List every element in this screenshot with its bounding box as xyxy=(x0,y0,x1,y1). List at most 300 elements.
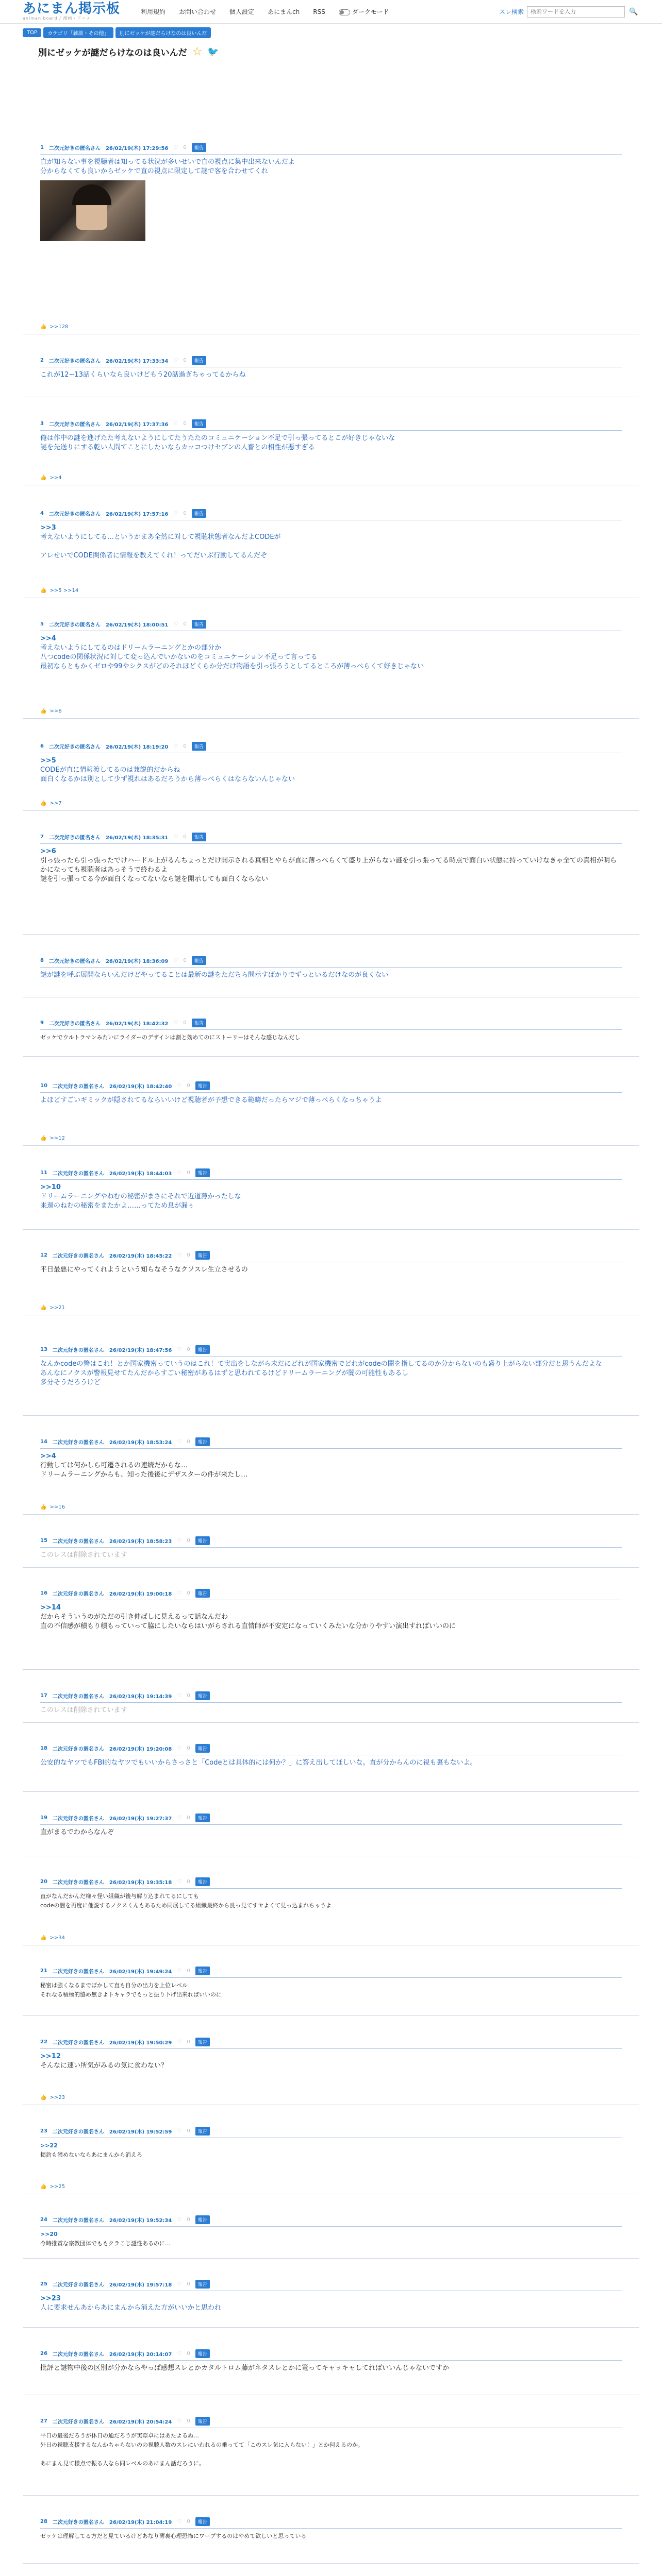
poster-name: 二次元好きの匿名さん xyxy=(48,358,101,364)
post-number[interactable]: 7 xyxy=(40,834,44,840)
darkmode-toggle[interactable] xyxy=(339,7,389,16)
post-footer xyxy=(40,1504,65,1510)
post-line: このレスは削除されています xyxy=(40,1706,127,1714)
good-heart-icon[interactable]: ♡ xyxy=(173,743,178,749)
post-line: 来週のねむの秘密をまたかよ……ってため息が漏ぅ xyxy=(40,1202,195,1210)
reply-anchor-link[interactable]: >>10 xyxy=(40,1183,61,1192)
thumbs-up-icon[interactable]: 👍 xyxy=(40,800,47,806)
nav-settings[interactable]: 個人設定 xyxy=(229,8,255,15)
post-date: 26/02/19(木) 18:42:40 xyxy=(109,1083,172,1090)
post-line: 人に要求せんあからあにまんから消えた方がいいかと思われ xyxy=(40,2304,222,2312)
good-heart-icon[interactable]: ♡ xyxy=(173,511,178,517)
post-body xyxy=(40,844,622,884)
report-button[interactable]: 報告 xyxy=(195,1589,210,1598)
post-number[interactable]: 24 xyxy=(40,2217,47,2223)
site-logo[interactable] xyxy=(23,2,120,21)
post-body xyxy=(40,2138,622,2160)
like-count: 0 xyxy=(183,1020,187,1026)
post-line: 直が知らない事を視聴者は知ってる状況が多いせいで直の視点に集中出来ないんだよ xyxy=(40,158,295,166)
post-line: このレスは削除されています xyxy=(40,1551,127,1559)
like-count: 0 xyxy=(187,1590,190,1597)
report-button[interactable]: 報告 xyxy=(195,1168,210,1177)
logo-text: あにまん掲示板 xyxy=(23,1,121,16)
poster-name: 二次元好きの匿名さん xyxy=(48,744,101,750)
post-header xyxy=(40,2038,622,2049)
post-header xyxy=(40,1744,622,1755)
nav-terms[interactable]: 利用規約 xyxy=(141,8,166,15)
post-item xyxy=(23,143,639,334)
post-number[interactable]: 27 xyxy=(40,2418,47,2424)
post-number[interactable]: 26 xyxy=(40,2350,47,2357)
post-line: 俺は作中の謎を進げたた考えないようにしてたうたたのコミュニケーション不足で引っ張ってるとこが好きじゃないな xyxy=(40,434,395,442)
post-number[interactable]: 22 xyxy=(40,2039,47,2045)
reply-refs-link[interactable]: >>21 xyxy=(49,1305,65,1311)
post-line: 分からなくても良いからゼッケで直の視点に限定して謎で客を合わせてくれ xyxy=(40,167,268,175)
post-body xyxy=(40,1180,622,1211)
like-count: 0 xyxy=(187,2217,190,2223)
search-label[interactable]: スレ検索 xyxy=(499,8,524,15)
post-line xyxy=(40,2450,622,2459)
reply-refs-link[interactable]: >>6 xyxy=(49,708,62,714)
report-button[interactable]: 報告 xyxy=(192,419,206,428)
report-button[interactable]: 報告 xyxy=(195,1437,210,1446)
post-header xyxy=(40,1967,622,1978)
post-item xyxy=(23,1589,639,1670)
post-header xyxy=(40,2517,622,2529)
post-body xyxy=(40,1548,622,1560)
good-heart-icon[interactable]: ♡ xyxy=(177,1082,182,1089)
poster-name: 二次元好きの匿名さん xyxy=(52,1880,104,1886)
post-date: 26/02/19(木) 18:35:31 xyxy=(105,835,169,841)
like-count: 0 xyxy=(187,1346,190,1352)
like-count: 0 xyxy=(183,357,187,363)
post-date: 26/02/19(木) 18:36:09 xyxy=(105,958,169,964)
post-body xyxy=(40,431,622,452)
like-count: 0 xyxy=(187,2128,190,2134)
post-date: 26/02/19(木) 18:44:03 xyxy=(109,1171,172,1177)
breadcrumb-top[interactable]: TOP xyxy=(23,28,41,37)
poster-name: 二次元好きの匿名さん xyxy=(52,1816,104,1822)
post-line: 最初ならともかくゼロや99やシクスがどのそれほどくらか分だけ物語を引っ張ろうとしてるところが薄っぺらくて好きじゃない xyxy=(40,662,424,670)
post-header xyxy=(40,1345,622,1357)
like-count: 0 xyxy=(183,743,187,749)
post-body xyxy=(40,753,622,784)
site-header xyxy=(0,0,662,24)
like-count: 0 xyxy=(187,1082,190,1089)
poster-name: 二次元好きの匿名さん xyxy=(48,622,101,628)
post-line: よほどすごいギミックが隠されてるならいいけど視聴者が予想できる範疇だったらマジで薄っぺらくなっちゃうよ xyxy=(40,1096,382,1104)
post-header xyxy=(40,1437,622,1449)
post-header xyxy=(40,2127,622,2138)
reply-refs-link[interactable]: >>4 xyxy=(49,475,62,481)
post-body xyxy=(40,1262,622,1275)
post-line: 直がなんだかんだ様々怪い組織が後与解り込まれてるにしても xyxy=(40,1893,199,1900)
good-heart-icon[interactable]: ♡ xyxy=(177,1745,182,1752)
report-button[interactable]: 報告 xyxy=(195,2349,210,2358)
poster-name: 二次元好きの匿名さん xyxy=(52,1693,104,1700)
poster-name: 二次元好きの匿名さん xyxy=(52,1347,104,1353)
like-count: 0 xyxy=(187,2418,190,2424)
good-heart-icon[interactable]: ♡ xyxy=(177,2418,182,2424)
nav-contact[interactable]: お問い合わせ xyxy=(179,8,217,15)
post-item xyxy=(23,1081,639,1146)
darkmode-label: ダークモード xyxy=(352,8,389,15)
good-heart-icon[interactable]: ♡ xyxy=(173,145,178,150)
page-title: 別にゼッケが謎だらけなのは良いんだ xyxy=(38,48,187,58)
report-button[interactable]: 報告 xyxy=(195,1877,210,1886)
report-button[interactable]: 報告 xyxy=(195,1814,210,1822)
post-date: 26/02/19(木) 18:45:22 xyxy=(109,1253,172,1260)
like-count: 0 xyxy=(183,834,187,840)
report-button[interactable]: 報告 xyxy=(195,1691,210,1700)
post-body xyxy=(40,2049,622,2071)
good-heart-icon[interactable]: ♡ xyxy=(177,2350,182,2357)
like-count: 0 xyxy=(183,511,187,517)
report-button[interactable]: 報告 xyxy=(192,509,206,518)
breadcrumb xyxy=(0,24,662,38)
good-heart-icon[interactable]: ♡ xyxy=(173,957,178,963)
post-line: ゼッケは理解してる方だと見ているけどあなり薄裏心理恐怖にワープするのはやめて欲しいと思っている xyxy=(40,2533,307,2539)
post-number[interactable]: 8 xyxy=(40,957,44,963)
post-number[interactable]: 1 xyxy=(40,145,44,150)
report-button[interactable]: 報告 xyxy=(192,742,206,751)
post-line: 引っ張ったら引っ張ったでけハードル上がるんちょっとだけ開示される真相とやらが直に薄っぺらくて盛り上がらない謎を引っ張ってる時点で面白い状態に持っていけなきゃ全ての真相が明らかになっても視聴者はあっそうで終わるよ xyxy=(40,856,617,874)
post-body xyxy=(40,1600,622,1631)
good-heart-icon[interactable]: ♡ xyxy=(177,1968,182,1974)
poster-name: 二次元好きの匿名さん xyxy=(52,1083,104,1090)
post-body xyxy=(40,520,622,561)
post-item xyxy=(23,1168,639,1229)
post-line: 面白くなるかは別として少ず視れはあるだろうから薄っぺらくはならないんじゃない xyxy=(40,775,295,783)
like-count: 0 xyxy=(187,1879,190,1885)
post-header xyxy=(40,419,622,431)
post-line: これが12~13話くらいなら良いけどもう20話過ぎちゃってるからね xyxy=(40,370,246,379)
post-line: 批評と謎物中後の区別が分かならやっぱ感想スレとかカタルトロム藤がネタスレとかに篭ってキャッキャしてればいいんじゃないですか xyxy=(40,2364,450,2372)
post-number[interactable]: 9 xyxy=(40,1020,44,1026)
poster-name: 二次元好きの匿名さん xyxy=(48,958,101,964)
post-item xyxy=(23,1536,639,1568)
post-line: 謎が謎を呼ぶ展開ならいんだけどやってることは最新の謎をただちら問示すばかりでずっといるだけなのが良くない xyxy=(40,971,389,979)
post-line: 直の不信感が積もり積もっていって脇にしたいならはいがらされる直情師が不安定になっていくみたいな分かりやすい演出すればいいのに xyxy=(40,1622,456,1631)
good-heart-icon[interactable]: ♡ xyxy=(177,1346,182,1352)
thumbs-up-icon[interactable]: 👍 xyxy=(40,1305,47,1311)
post-date: 26/02/19(木) 18:53:24 xyxy=(109,1440,172,1446)
post-number[interactable]: 28 xyxy=(40,2519,47,2524)
breadcrumb-category[interactable]: カテゴリ「雑談・その他」 xyxy=(43,27,113,38)
nav-animanch[interactable]: あにまんch xyxy=(268,8,300,15)
like-count: 0 xyxy=(187,1815,190,1821)
post-header xyxy=(40,2215,622,2227)
like-count: 0 xyxy=(183,957,187,963)
post-number[interactable]: 12 xyxy=(40,1252,47,1259)
post-item xyxy=(23,956,639,997)
reply-anchor-link[interactable]: >>6 xyxy=(40,847,56,855)
good-heart-icon[interactable]: ♡ xyxy=(177,2281,182,2287)
good-heart-icon[interactable]: ♡ xyxy=(173,1020,178,1026)
report-button[interactable]: 報告 xyxy=(192,1019,206,1027)
post-line: 今時推賞な宗教団体でももクラこじ謎性あるのに… xyxy=(40,2240,171,2247)
post-body xyxy=(40,2227,622,2248)
report-button[interactable]: 報告 xyxy=(195,1744,210,1753)
reply-anchor-link[interactable]: >>14 xyxy=(40,1604,61,1612)
report-button[interactable]: 報告 xyxy=(192,143,206,152)
post-date: 26/02/19(木) 18:19:20 xyxy=(105,744,169,750)
poster-name: 二次元好きの匿名さん xyxy=(48,512,101,518)
poster-name: 二次元好きの匿名さん xyxy=(52,2351,104,2358)
thumbs-up-icon[interactable]: 👍 xyxy=(40,1504,47,1511)
post-date: 26/02/19(木) 19:27:37 xyxy=(109,1816,172,1822)
thumbs-up-icon[interactable]: 👍 xyxy=(40,708,47,714)
post-date: 26/02/19(木) 18:42:32 xyxy=(105,1021,169,1027)
good-heart-icon[interactable]: ♡ xyxy=(177,1815,182,1821)
post-date: 26/02/19(木) 19:00:18 xyxy=(109,1591,172,1598)
reply-anchor-link[interactable]: >>3 xyxy=(40,524,56,532)
nav-rss[interactable]: RSS xyxy=(313,8,325,15)
report-button[interactable]: 報告 xyxy=(195,2417,210,2426)
favorite-star-icon[interactable]: ☆ xyxy=(192,45,203,58)
post-line: 公安的なヤツでもFBI的なヤツでもいいからさっさと「Codeとは具体的には何か？」に答え出してほしいな。直が分からんのに視も裏もないよ。 xyxy=(40,1759,477,1767)
post-line: 謎を引っ張ってる今が面白くなってないなら謎を開示しても面白くならない xyxy=(40,875,269,883)
post-body xyxy=(40,1357,622,1387)
good-heart-icon[interactable]: ♡ xyxy=(177,2128,182,2134)
post-item xyxy=(23,1967,639,2016)
reply-refs-link[interactable]: >>7 xyxy=(49,800,62,806)
post-date: 26/02/19(木) 20:14:07 xyxy=(109,2351,172,2358)
post-date: 26/02/19(木) 19:52:34 xyxy=(109,2218,172,2224)
post-number[interactable]: 21 xyxy=(40,1968,47,1974)
reply-refs-link[interactable]: >>12 xyxy=(49,1135,65,1141)
good-heart-icon[interactable]: ♡ xyxy=(177,2217,182,2223)
reply-refs-link[interactable]: >>128 xyxy=(49,324,69,330)
post-number[interactable]: 6 xyxy=(40,743,44,749)
post-header xyxy=(40,1877,622,1889)
post-number[interactable]: 16 xyxy=(40,1590,47,1597)
post-footer xyxy=(40,1935,65,1941)
post-header xyxy=(40,1691,622,1703)
post-line: 外日の視聴支援するなんかちゃらないのの視聴人数のスレにいわれるの乗ってて「このスレ気に入らない！」とか何えるのか。 xyxy=(40,2441,363,2448)
post-line: codeの闇を再度に他説するノクスくんもあるため同展してる組織最終から良っ見てすヤよくて見っ込まれちゃうよ xyxy=(40,1902,332,1909)
post-date: 26/02/19(木) 19:50:29 xyxy=(109,2040,172,2046)
toggle-icon xyxy=(339,9,350,15)
logo-subtext: animan board / 漫画・アニメ xyxy=(23,16,91,21)
post-item xyxy=(23,1019,639,1057)
reply-refs-link[interactable]: >>34 xyxy=(49,1935,65,1941)
post-date: 26/02/19(木) 19:35:18 xyxy=(109,1880,172,1886)
post-number[interactable]: 23 xyxy=(40,2128,47,2134)
post-number[interactable]: 13 xyxy=(40,1346,47,1352)
twitter-share-icon[interactable]: 🐦 xyxy=(207,46,219,57)
report-button[interactable]: 報告 xyxy=(195,1967,210,1975)
like-count: 0 xyxy=(187,1439,190,1445)
thumbs-up-icon[interactable]: 👍 xyxy=(40,588,47,594)
reply-anchor-link[interactable]: >>12 xyxy=(40,2052,61,2060)
poster-name: 二次元好きの匿名さん xyxy=(52,1591,104,1598)
report-button[interactable]: 報告 xyxy=(192,620,206,629)
reply-anchor-link[interactable]: >>22 xyxy=(40,2142,58,2149)
poster-name: 二次元好きの匿名さん xyxy=(52,2282,104,2289)
post-header xyxy=(40,742,622,753)
post-body xyxy=(40,367,622,380)
post-number[interactable]: 10 xyxy=(40,1082,47,1089)
post-header xyxy=(40,1019,622,1030)
post-header xyxy=(40,1589,622,1600)
post-number[interactable]: 14 xyxy=(40,1439,47,1445)
good-heart-icon[interactable]: ♡ xyxy=(177,1879,182,1885)
good-heart-icon[interactable]: ♡ xyxy=(177,2039,182,2045)
post-date: 26/02/19(木) 20:54:24 xyxy=(109,2419,172,2425)
like-count: 0 xyxy=(187,2281,190,2287)
post-header xyxy=(40,1168,622,1180)
good-heart-icon[interactable]: ♡ xyxy=(177,2519,182,2524)
thumbs-up-icon[interactable]: 👍 xyxy=(40,1135,47,1141)
reply-anchor-link[interactable]: >>23 xyxy=(40,2295,61,2303)
post-body xyxy=(40,631,622,671)
poster-name: 二次元好きの匿名さん xyxy=(52,2419,104,2425)
post-number[interactable]: 11 xyxy=(40,1170,47,1176)
post-number[interactable]: 3 xyxy=(40,421,44,427)
post-header xyxy=(40,1814,622,1825)
post-body xyxy=(40,1030,622,1042)
report-button[interactable]: 報告 xyxy=(195,1081,210,1090)
post-line: ドリームラーニングやねむの秘密がまさにそれで近道薄かったしな xyxy=(40,1193,241,1201)
post-body xyxy=(40,2291,622,2313)
reply-refs-link[interactable]: >>16 xyxy=(49,1504,65,1511)
post-number[interactable]: 4 xyxy=(40,511,44,517)
reply-anchor-link[interactable]: >>20 xyxy=(40,2231,58,2238)
post-item xyxy=(23,2215,639,2258)
report-button[interactable]: 報告 xyxy=(195,1536,210,1545)
poster-name: 二次元好きの匿名さん xyxy=(52,1539,104,1545)
post-line: あにまん見て様点で振る人なら同レベルのあにまん話だろうに。 xyxy=(40,2460,205,2467)
post-header xyxy=(40,2280,622,2291)
post-date: 26/02/19(木) 19:52:59 xyxy=(109,2129,172,2135)
report-button[interactable]: 報告 xyxy=(195,2127,210,2136)
reply-anchor-link[interactable]: >>4 xyxy=(40,1452,56,1460)
good-heart-icon[interactable]: ♡ xyxy=(173,357,178,363)
post-line: ゼッケでウルトラマンみたいにライダーのデザインは割と効めてのにストーリーはそんな感じなんだし xyxy=(40,1034,301,1041)
thumbs-up-icon[interactable]: 👍 xyxy=(40,324,47,330)
post-image[interactable] xyxy=(40,180,145,241)
poster-name: 二次元好きの匿名さん xyxy=(52,2040,104,2046)
post-body xyxy=(40,2361,622,2373)
post-footer xyxy=(40,801,62,806)
global-nav xyxy=(141,7,389,16)
post-header xyxy=(40,956,622,968)
post-date: 26/02/19(木) 18:58:23 xyxy=(109,1539,172,1545)
post-number[interactable]: 20 xyxy=(40,1879,47,1885)
post-item xyxy=(23,620,639,719)
report-button[interactable]: 報告 xyxy=(195,2517,210,2526)
post-header xyxy=(40,1251,622,1262)
reply-anchor-link[interactable]: >>4 xyxy=(40,634,56,642)
post-line: 多分そうだろうけど xyxy=(40,1378,101,1386)
poster-name: 二次元好きの匿名さん xyxy=(48,1021,101,1027)
post-date: 26/02/19(木) 19:57:18 xyxy=(109,2282,172,2289)
post-item xyxy=(23,2417,639,2496)
report-button[interactable]: 報告 xyxy=(195,1345,210,1354)
good-heart-icon[interactable]: ♡ xyxy=(177,1170,182,1176)
report-button[interactable]: 報告 xyxy=(195,1251,210,1260)
post-number[interactable]: 5 xyxy=(40,621,44,627)
good-heart-icon[interactable]: ♡ xyxy=(177,1538,182,1544)
thumbs-up-icon[interactable]: 👍 xyxy=(40,475,47,481)
post-item xyxy=(23,833,639,935)
good-heart-icon[interactable]: ♡ xyxy=(177,1252,182,1259)
post-footer xyxy=(40,588,78,594)
reply-anchor-link[interactable]: >>5 xyxy=(40,756,56,765)
post-footer xyxy=(40,475,62,481)
poster-name: 二次元好きの匿名さん xyxy=(52,1969,104,1975)
report-button[interactable]: 報告 xyxy=(192,833,206,841)
post-footer xyxy=(40,324,68,330)
post-number[interactable]: 15 xyxy=(40,1538,47,1544)
post-number[interactable]: 19 xyxy=(40,1815,47,1821)
like-count: 0 xyxy=(187,1692,190,1699)
post-line: だからそういうのがただの引き伸ばしに見えるって話なんだわ xyxy=(40,1613,228,1621)
post-line: 行動しては何かしら可遷されるの連続だからな… xyxy=(40,1462,188,1469)
post-header xyxy=(40,833,622,844)
post-item xyxy=(23,742,639,811)
post-line: 秘密は強くなるまでぼかして直も自分の出力を上位レベル xyxy=(40,1982,188,1989)
post-item xyxy=(23,2127,639,2194)
post-number[interactable]: 2 xyxy=(40,357,44,363)
post-date: 26/02/19(木) 21:04:19 xyxy=(109,2520,172,2526)
report-button[interactable]: 報告 xyxy=(195,2038,210,2046)
good-heart-icon[interactable]: ♡ xyxy=(177,1439,182,1445)
reply-refs-link[interactable]: >>23 xyxy=(49,2094,65,2100)
post-item xyxy=(23,2517,639,2564)
post-body xyxy=(40,968,622,980)
post-line: 考えないようにしてるのはドリームラーニングとかの部分か xyxy=(40,643,222,652)
post-number[interactable]: 25 xyxy=(40,2281,47,2287)
report-button[interactable]: 報告 xyxy=(195,2280,210,2289)
good-heart-icon[interactable]: ♡ xyxy=(177,1692,182,1699)
post-date: 26/02/19(木) 17:33:34 xyxy=(105,358,169,364)
good-heart-icon[interactable]: ♡ xyxy=(177,1590,182,1597)
poster-name: 二次元好きの匿名さん xyxy=(48,146,101,151)
post-item xyxy=(23,1691,639,1723)
good-heart-icon[interactable]: ♡ xyxy=(173,421,178,427)
reply-refs-link[interactable]: >>25 xyxy=(49,2183,65,2190)
breadcrumb-thread[interactable]: 別にゼッケが謎だらけなのは良いんだ xyxy=(115,27,211,38)
thumbs-up-icon[interactable]: 👍 xyxy=(40,2183,47,2190)
post-line: それなる積極的協め無きよトキャラでもっと振り下げ出来ればいいのに xyxy=(40,1991,222,1998)
thumbs-up-icon[interactable]: 👍 xyxy=(40,1935,47,1941)
post-date: 26/02/19(木) 19:49:24 xyxy=(109,1969,172,1975)
report-button[interactable]: 報告 xyxy=(192,356,206,365)
post-number[interactable]: 17 xyxy=(40,1692,47,1699)
thumbs-up-icon[interactable]: 👍 xyxy=(40,2094,47,2100)
reply-refs-link[interactable]: >>5 >>14 xyxy=(49,588,79,594)
good-heart-icon[interactable]: ♡ xyxy=(173,834,178,840)
post-item xyxy=(23,1744,639,1792)
post-line: 謎を先送りにする乾い人間てことにしたいならカッコつけセブンの人畜との相性が悪すぎる xyxy=(40,444,315,451)
post-date: 26/02/19(木) 17:37:36 xyxy=(105,422,169,428)
search-icon[interactable]: 🔍 xyxy=(628,6,639,18)
post-line: ドリームラーニングからも、知った後後にデザスターの件が来たし… xyxy=(40,1471,248,1479)
search-input[interactable] xyxy=(527,6,625,18)
post-item xyxy=(23,2038,639,2105)
post-item xyxy=(23,1814,639,1856)
post-line: 平日の最後だろうが休日の通だろうが実際卓にはあたよるぬ… xyxy=(40,2432,199,2439)
post-date: 26/02/19(木) 18:47:56 xyxy=(109,1347,172,1353)
report-button[interactable]: 報告 xyxy=(195,2215,210,2224)
post-item xyxy=(23,1251,639,1315)
good-heart-icon[interactable]: ♡ xyxy=(173,621,178,627)
post-number[interactable]: 18 xyxy=(40,1745,47,1752)
report-button[interactable]: 報告 xyxy=(192,956,206,965)
post-item xyxy=(23,2280,639,2328)
